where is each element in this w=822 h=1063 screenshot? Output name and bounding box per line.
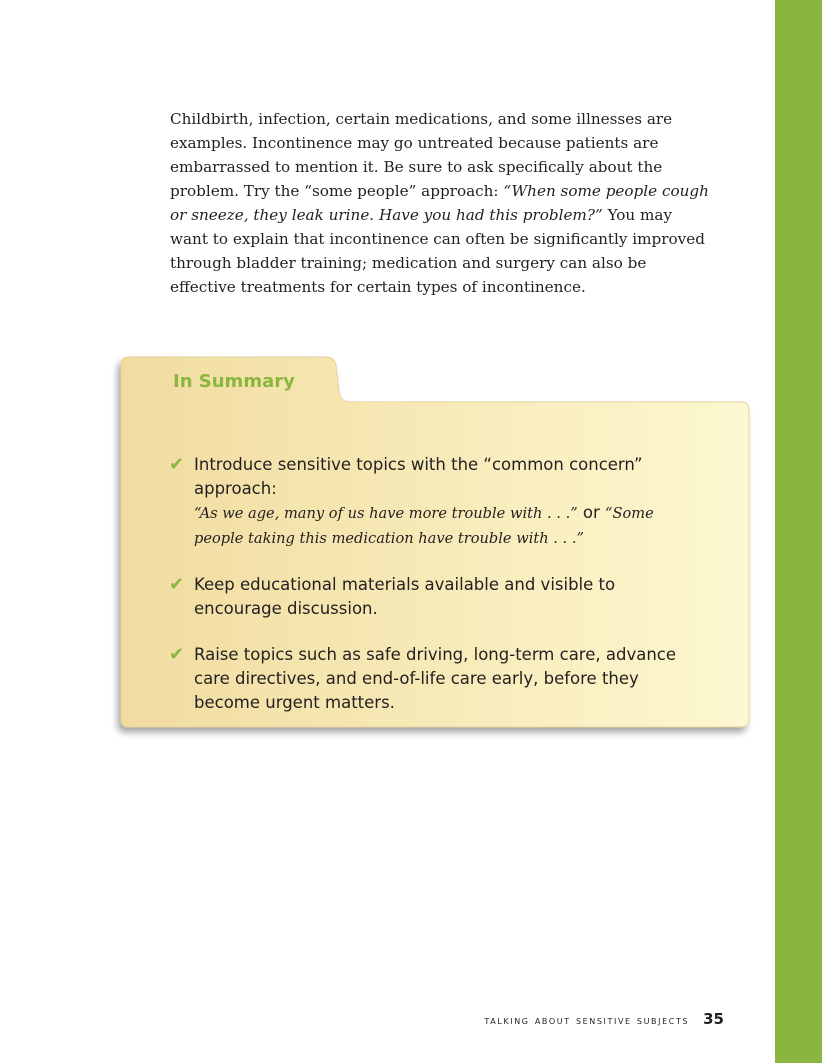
checkmark-icon: ✔ — [169, 574, 185, 595]
summary-item-common-concern — [169, 453, 689, 551]
running-head: talking about sensitive subjects — [484, 1013, 690, 1027]
page-footer — [484, 1010, 724, 1028]
paragraph-text-start: Childbirth, infection, certain medications, and some illnesses are examples. Incontinence may go untreated because patients are embarrassed to mention it. Be sure to ask specifically about the problem. Try the “some people” approach: — [170, 110, 673, 201]
summary-item-text: Raise topics such as safe driving, long-term care, advance care directives, and end-of-life care early, before they become urgent matters. — [194, 645, 677, 712]
summary-item-raise-topics — [169, 643, 689, 715]
checkmark-icon: ✔ — [169, 644, 185, 665]
summary-item-text: Keep educational materials available and visible to encourage discussion. — [194, 575, 616, 618]
checkmark-icon: ✔ — [169, 454, 185, 475]
summary-title: In Summary — [173, 371, 295, 392]
page-number: 35 — [703, 1010, 724, 1028]
summary-quote-aging: “As we age, many of us have more trouble with . . .” — [194, 505, 578, 522]
summary-quote-medication: “Some people taking this medication have trouble with . . .” — [194, 505, 654, 547]
summary-item-text: Introduce sensitive topics with the “common concern” approach: — [194, 455, 643, 498]
paragraph-quote: “When some people cough or sneeze, they leak urine. Have you had this problem?” — [170, 182, 709, 225]
paragraph-text-end: You may want to explain that incontinence can often be significantly improved through bladder training; medication and surgery can also be effective treatments for certain types of incontinence. — [170, 206, 705, 297]
summary-item-educational-materials — [169, 573, 689, 621]
body-paragraph — [170, 107, 710, 299]
summary-folder — [121, 357, 749, 727]
green-side-bar — [775, 0, 822, 1063]
summary-list — [169, 453, 689, 737]
summary-quote-connector: or — [577, 503, 606, 522]
